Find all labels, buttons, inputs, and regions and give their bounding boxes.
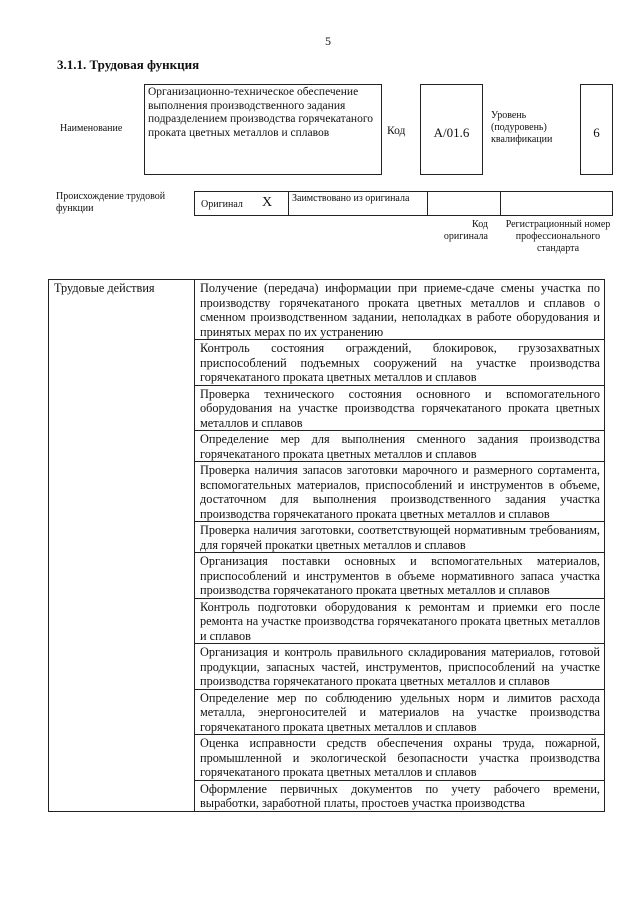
divider <box>427 191 428 216</box>
divider <box>288 191 289 216</box>
original-mark: X <box>262 195 273 210</box>
level-value: 6 <box>580 84 613 175</box>
action-item: Организация поставки основных и вспомогательных материалов, приспособлений и инструментов в объеме нормативного запаса участка производства горячекатаного проката цветных металлов и сплавов <box>195 553 605 599</box>
labor-actions-table <box>48 279 605 812</box>
name-value: Организационно-техническое обеспечение выполнения производственного задания подразделением производства горячекатаного проката цветных металлов и сплавов <box>144 84 382 175</box>
action-item: Оценка исправности средств обеспечения охраны труда, пожарной, промышленной и экологической безопасности участка производства горячекатаного проката цветных металлов и сплавов <box>195 735 605 781</box>
action-item: Контроль состояния ограждений, блокировок, грузозахватных приспособлений подъемных сооружений на участке производства горячекатаного проката цветных металлов и сплавов <box>195 340 605 386</box>
action-item: Определение мер по соблюдению удельных норм и лимитов расхода металла, энергоносителей и материалов на участке производства горячекатаного проката цветных металлов и сплавов <box>195 689 605 735</box>
name-label: Наименование <box>60 123 123 134</box>
reg-number-caption: Регистрационный номер профессионального стандарта <box>505 219 611 254</box>
action-item: Оформление первичных документов по учету рабочего времени, выработки, заработной платы, простоев участка производства <box>195 780 605 811</box>
level-label: Уровень (подуровень) квалификации <box>491 110 553 145</box>
action-item: Контроль подготовки оборудования к ремонтам и приемки его после ремонта на участке производства горячекатаного проката цветных металлов и сплавов <box>195 598 605 644</box>
action-item: Проверка наличия запасов заготовки марочного и размерного сортамента, вспомогательных материалов, приспособлений и инструментов в объеме, достаточном для выполнения производственного задания участка производства горячекатаного проката цветных металлов и сплавов <box>195 462 605 522</box>
borrowed-label: Заимствовано из оригинала <box>292 193 410 204</box>
code-original-caption: Код оригинала <box>443 219 488 242</box>
table-row <box>49 280 605 340</box>
actions-label: Трудовые действия <box>49 280 195 812</box>
action-item: Организация и контроль правильного складирования материалов, готовой продукции, запасных частей, инструментов, приспособлений на участке производства горячекатаного проката цветных металлов и сплавов <box>195 644 605 690</box>
original-label: Оригинал <box>201 199 243 210</box>
page-number: 5 <box>325 34 331 48</box>
action-item: Получение (передача) информации при приеме-сдаче смены участка по производству горячекатаного проката цветных металлов и сплавов о сменном производственном задании, неполадках в работе оборудования и принятых мерах по их устранению <box>195 280 605 340</box>
action-item: Проверка технического состояния основного и вспомогательного оборудования на участке производства горячекатаного проката цветных металлов и сплавов <box>195 385 605 431</box>
action-item: Определение мер для выполнения сменного задания производства горячекатаного проката цветных металлов и сплавов <box>195 431 605 462</box>
code-label: Код <box>387 125 406 137</box>
origin-table <box>194 191 613 216</box>
action-item: Проверка наличия заготовки, соответствующей нормативным требованиям, для горячей прокатки цветных металлов и сплавов <box>195 522 605 553</box>
origin-label: Происхождение трудовой функции <box>56 191 166 214</box>
code-value: А/01.6 <box>420 84 483 175</box>
divider <box>500 191 501 216</box>
section-title: 3.1.1. Трудовая функция <box>57 57 200 72</box>
